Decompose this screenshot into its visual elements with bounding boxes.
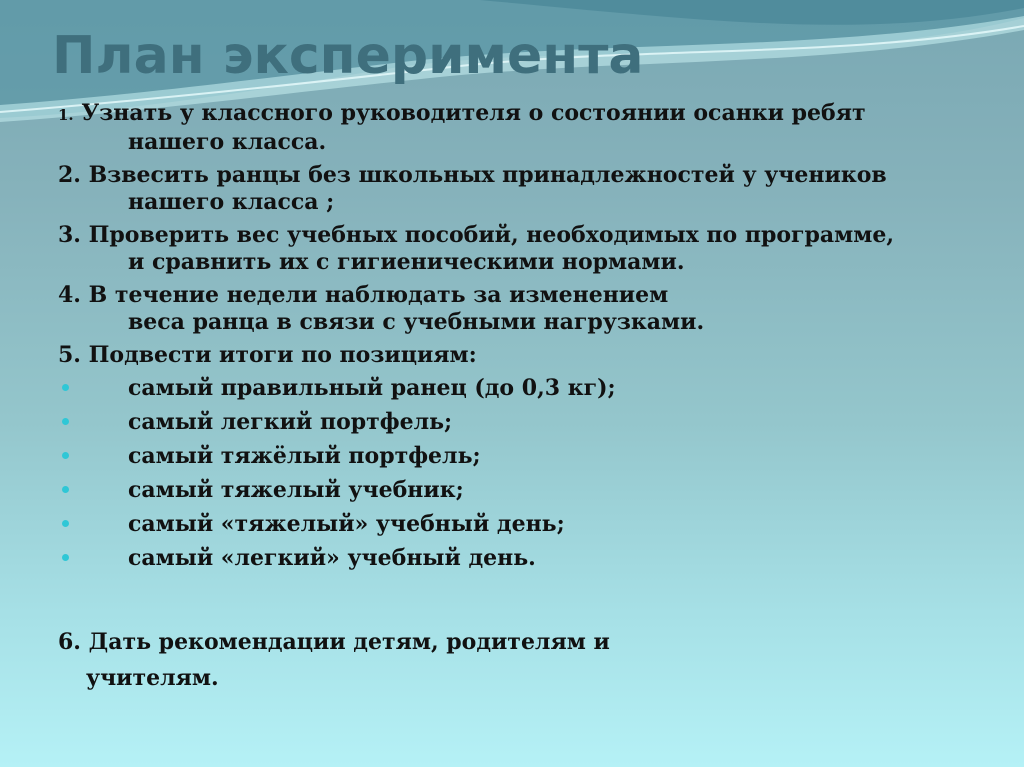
bullet-item — [58, 375, 998, 409]
slide-title: План эксперимента — [52, 26, 644, 86]
bullet-dot-icon — [62, 554, 69, 561]
bullet-item — [58, 511, 998, 545]
bullet-text: самый тяжелый учебник; — [128, 477, 464, 503]
step-text: Узнать у классного руководителя о состоянии осанки ребят — [81, 100, 866, 126]
step-text: Взвесить ранцы без школьных принадлежностей у учеников — [88, 162, 887, 188]
bullet-dot-icon — [62, 452, 69, 459]
bullet-item — [58, 545, 998, 579]
plan-step-4-first-line — [58, 282, 998, 309]
plan-step-6-first-line — [58, 629, 610, 655]
step-number: 5. — [58, 342, 81, 368]
step-number: 1. — [58, 106, 74, 124]
plan-step-5-first-line — [58, 342, 998, 369]
plan-step-3 — [58, 222, 998, 276]
bullet-item — [58, 409, 998, 443]
step-text: Проверить вес учебных пособий, необходимых по программе, — [88, 222, 895, 248]
plan-step-1 — [58, 100, 998, 156]
bullet-text: самый легкий портфель; — [128, 409, 453, 435]
bullet-text: самый тяжёлый портфель; — [128, 443, 481, 469]
step-continuation: учителям. — [86, 665, 219, 691]
plan-step-2-first-line — [58, 162, 998, 189]
plan-step-3-first-line — [58, 222, 998, 249]
step-text: Подвести итоги по позициям: — [88, 342, 477, 368]
bullet-dot-icon — [62, 520, 69, 527]
step-continuation: веса ранца в связи с учебными нагрузками. — [128, 309, 705, 335]
bullet-dot-icon — [62, 418, 69, 425]
bullet-text: самый «тяжелый» учебный день; — [128, 511, 565, 537]
bullet-item — [58, 443, 998, 477]
step-text: В течение недели наблюдать за изменением — [88, 282, 669, 308]
bullet-text: самый «легкий» учебный день. — [128, 545, 536, 571]
bullet-dot-icon — [62, 384, 69, 391]
step-continuation: нашего класса ; — [128, 189, 335, 215]
step-text: Дать рекомендации детям, родителям и — [88, 629, 610, 655]
step-number: 6. — [58, 629, 81, 655]
bullet-item — [58, 477, 998, 511]
bullet-text: самый правильный ранец (до 0,3 кг); — [128, 375, 616, 401]
step-continuation: нашего класса. — [128, 129, 327, 155]
step-number: 4. — [58, 282, 81, 308]
step-number: 2. — [58, 162, 81, 188]
plan-step-5 — [58, 342, 998, 369]
plan-list — [58, 100, 998, 579]
plan-step-6 — [58, 624, 610, 696]
step-number: 3. — [58, 222, 81, 248]
plan-step-1-first-line — [58, 100, 998, 129]
plan-step-2 — [58, 162, 998, 216]
step-continuation: и сравнить их с гигиеническими нормами. — [128, 249, 685, 275]
plan-step-4 — [58, 282, 998, 336]
bullet-dot-icon — [62, 486, 69, 493]
